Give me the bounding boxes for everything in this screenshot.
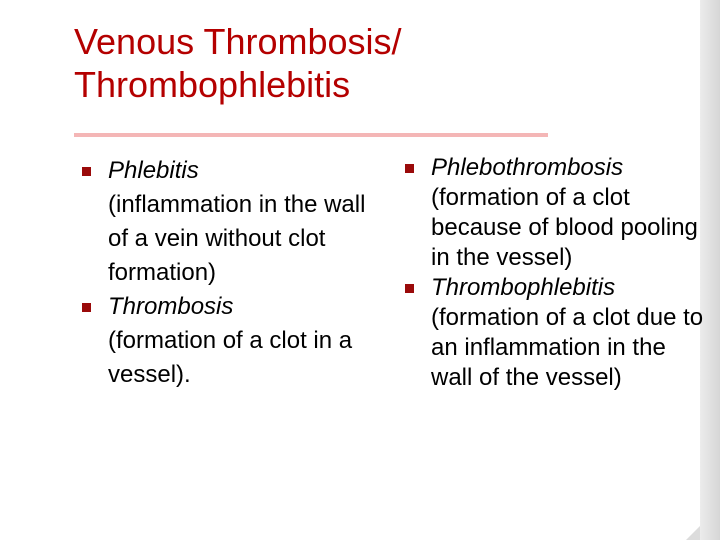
bullet-item-phlebitis [82, 154, 372, 290]
bullet-term: Phlebitis [108, 157, 199, 184]
bullet-description: (inflammation in the wall of a vein without clot formation) [108, 191, 366, 286]
bullet-term: Phlebothrombosis [431, 154, 624, 181]
bullet-item-phlebothrombosis [405, 153, 705, 273]
bullet-item-thrombosis [82, 290, 372, 392]
bullet-term: Thrombosis [108, 293, 234, 320]
slide-title-line-1: Venous Thrombosis/ [74, 21, 402, 62]
slide-title-line-2: Thrombophlebitis [74, 64, 351, 106]
bullet-description: (formation of a clot because of blood pooling in the vessel) [431, 184, 698, 271]
bullet-term: Thrombophlebitis [431, 274, 616, 301]
bullet-description: (formation of a clot in a vessel). [108, 327, 353, 388]
square-bullet-icon [405, 164, 414, 173]
slide-corner-shadow [686, 526, 700, 540]
square-bullet-icon [82, 167, 91, 176]
slide-title [74, 20, 674, 106]
square-bullet-icon [82, 303, 91, 312]
left-bullet-list [82, 154, 372, 392]
right-bullet-list [405, 153, 705, 393]
bullet-description: (formation of a clot due to an inflammation in the wall of the vessel) [431, 304, 704, 391]
bullet-item-thrombophlebitis [405, 273, 705, 393]
title-divider [74, 133, 548, 137]
square-bullet-icon [405, 284, 414, 293]
